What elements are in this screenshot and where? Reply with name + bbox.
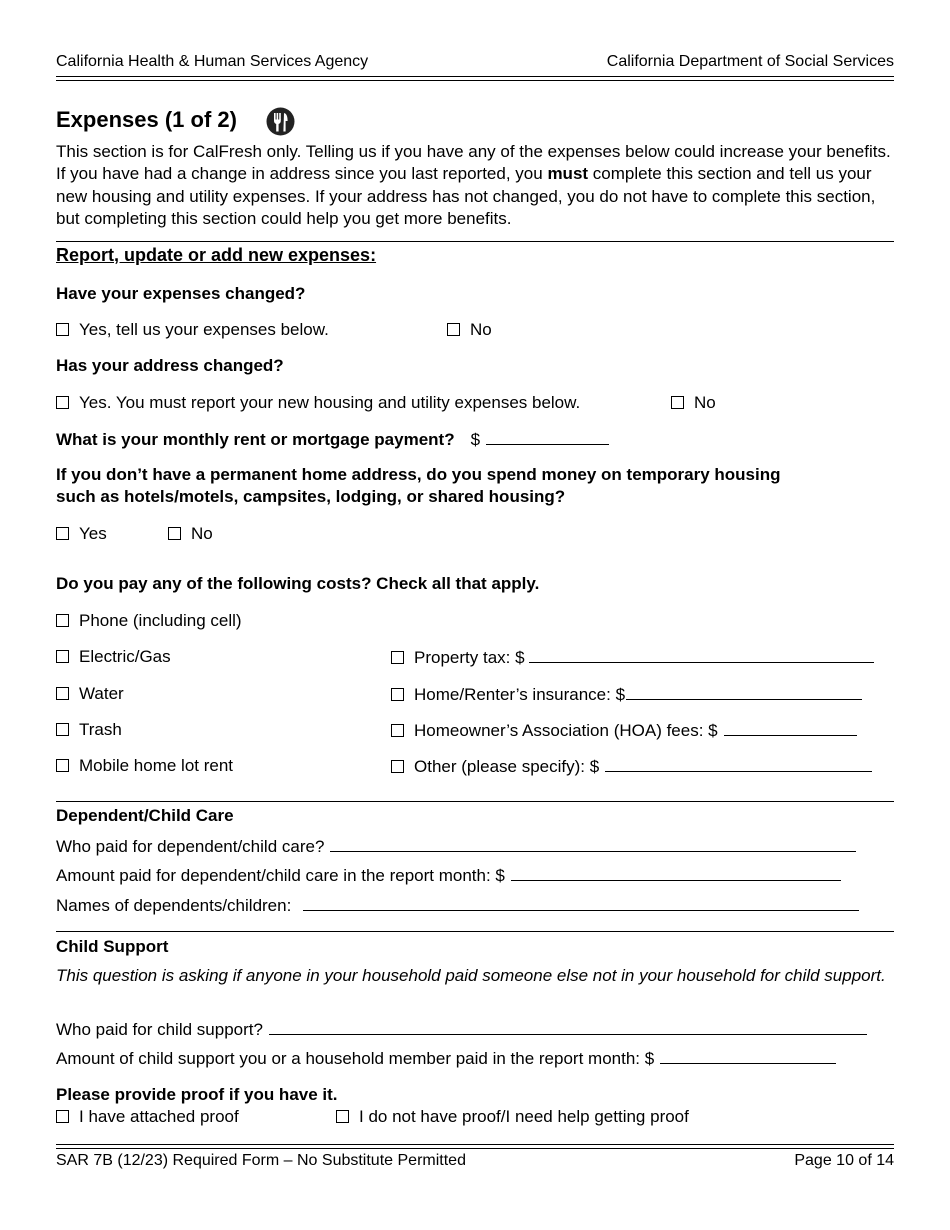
dependent-names-row: [56, 895, 859, 916]
other-field[interactable]: [605, 756, 872, 772]
no-proof-label: I do not have proof/I need help getting proof: [359, 1107, 689, 1126]
temp-housing-no[interactable]: [168, 524, 213, 544]
checkbox-expenses-no[interactable]: [447, 323, 460, 336]
dependent-who-paid-row: [56, 836, 856, 857]
dependent-names-label: Names of dependents/children:: [56, 896, 292, 915]
intro-emphasis: must: [547, 164, 589, 184]
page-title: Expenses (1 of 2): [56, 107, 237, 132]
section-rule: [56, 241, 894, 242]
header-department: California Department of Social Services: [606, 53, 894, 70]
child-support-who-row: [56, 1019, 867, 1040]
proof-attached-label: I have attached proof: [79, 1107, 239, 1126]
water-label: Water: [79, 684, 124, 703]
checkbox-temp-no[interactable]: [168, 527, 181, 540]
cost-insurance[interactable]: [391, 684, 862, 705]
temp-housing-question-1: If you don’t have a permanent home address, do you spend money on temporary housing: [56, 465, 781, 484]
footer-form-id: SAR 7B (12/23) Required Form – No Substitute Permitted: [56, 1152, 466, 1169]
dependent-amount-label: Amount paid for dependent/child care in the report month: $: [56, 866, 505, 885]
child-support-amount-label: Amount of child support you or a household member paid in the report month: $: [56, 1049, 655, 1068]
expenses-changed-yes[interactable]: [56, 320, 329, 340]
footer-page-number: Page 10 of 14: [794, 1152, 894, 1169]
dependent-care-heading: Dependent/Child Care: [56, 806, 234, 825]
cost-hoa[interactable]: [391, 720, 857, 741]
temp-yes-label: Yes: [79, 524, 107, 543]
rent-amount-field[interactable]: [486, 429, 609, 445]
checkbox-expenses-yes[interactable]: [56, 323, 69, 336]
cost-phone[interactable]: [56, 611, 242, 631]
child-support-amount-row: [56, 1048, 836, 1069]
child-support-who-label: Who paid for child support?: [56, 1020, 263, 1039]
hoa-label: Homeowner’s Association (HOA) fees: $: [414, 721, 718, 740]
rent-question: What is your monthly rent or mortgage payment?: [56, 430, 455, 449]
insurance-field[interactable]: [626, 684, 862, 700]
cost-water[interactable]: [56, 684, 124, 704]
intro-text-1: This section is for CalFresh only. Telling us if you have any of the expenses below could increase your benefits. If you have had a change in address since you last reported, you: [56, 142, 891, 184]
temp-no-label: No: [191, 524, 213, 543]
expenses-yes-label: Yes, tell us your expenses below.: [79, 320, 329, 339]
dependent-rule: [56, 801, 894, 802]
checkbox-property-tax[interactable]: [391, 651, 404, 664]
footer-rule: [56, 1144, 894, 1145]
child-support-heading: Child Support: [56, 937, 169, 956]
header-rule-2: [56, 80, 894, 81]
address-changed-question: Has your address changed?: [56, 356, 284, 375]
child-support-who-field[interactable]: [269, 1019, 867, 1035]
expenses-changed-no[interactable]: [447, 320, 492, 340]
proof-heading: Please provide proof if you have it.: [56, 1085, 338, 1104]
checkbox-trash[interactable]: [56, 723, 69, 736]
cost-other[interactable]: [391, 756, 872, 777]
checkbox-electric[interactable]: [56, 650, 69, 663]
address-yes-label: Yes. You must report your new housing and utility expenses below.: [79, 393, 581, 412]
checkbox-temp-yes[interactable]: [56, 527, 69, 540]
insurance-label: Home/Renter’s insurance: $: [414, 685, 626, 704]
property-tax-field[interactable]: [529, 647, 874, 663]
dependent-who-paid-label: Who paid for dependent/child care?: [56, 837, 325, 856]
checkbox-hoa[interactable]: [391, 724, 404, 737]
cost-electric[interactable]: [56, 647, 171, 667]
hoa-field[interactable]: [724, 720, 857, 736]
dependent-who-paid-field[interactable]: [330, 836, 856, 852]
dependent-amount-row: [56, 865, 841, 886]
cost-trash[interactable]: [56, 720, 122, 740]
intro-paragraph: [56, 141, 896, 230]
header-agency: California Health & Human Services Agency: [56, 53, 369, 70]
expenses-changed-question: Have your expenses changed?: [56, 284, 306, 303]
utensils-icon: [266, 107, 295, 136]
cost-mobile-home[interactable]: [56, 756, 233, 776]
intro-text-2: complete this section and tell us your new housing and utility expenses. If your address has not changed, you do not have to complete this section, but completing this section could help you get more benefits.: [56, 164, 876, 228]
other-label: Other (please specify): $: [414, 757, 600, 776]
temp-housing-question-2: such as hotels/motels, campsites, lodging, or shared housing?: [56, 487, 566, 506]
checkbox-no-proof[interactable]: [336, 1110, 349, 1123]
child-support-rule: [56, 931, 894, 932]
checkbox-other[interactable]: [391, 760, 404, 773]
dependent-amount-field[interactable]: [511, 865, 841, 881]
header-rule: [56, 76, 894, 77]
phone-label: Phone (including cell): [79, 611, 242, 630]
report-heading: Report, update or add new expenses:: [56, 245, 377, 265]
checkbox-water[interactable]: [56, 687, 69, 700]
checkbox-mobile-home[interactable]: [56, 759, 69, 772]
dependent-names-field[interactable]: [303, 895, 859, 911]
electric-label: Electric/Gas: [79, 647, 171, 666]
address-no-label: No: [694, 393, 716, 412]
temp-housing-yes[interactable]: [56, 524, 107, 544]
checkbox-insurance[interactable]: [391, 688, 404, 701]
rent-row: [56, 429, 609, 450]
footer-rule-2: [56, 1148, 894, 1149]
address-changed-yes[interactable]: [56, 393, 580, 413]
mobile-home-label: Mobile home lot rent: [79, 756, 234, 775]
checkbox-address-no[interactable]: [671, 396, 684, 409]
expenses-no-label: No: [470, 320, 492, 339]
checkbox-proof-attached[interactable]: [56, 1110, 69, 1123]
child-support-note: This question is asking if anyone in your household paid someone else not in your household for child support.: [56, 966, 886, 985]
costs-question: Do you pay any of the following costs? Check all that apply.: [56, 574, 540, 593]
child-support-amount-field[interactable]: [660, 1048, 836, 1064]
property-tax-label: Property tax: $: [414, 648, 525, 667]
address-changed-no[interactable]: [671, 393, 716, 413]
rent-dollar: $: [470, 430, 481, 449]
proof-attached[interactable]: [56, 1107, 239, 1127]
checkbox-phone[interactable]: [56, 614, 69, 627]
proof-none[interactable]: [336, 1107, 689, 1127]
trash-label: Trash: [79, 720, 122, 739]
cost-property-tax[interactable]: [391, 647, 874, 668]
checkbox-address-yes[interactable]: [56, 396, 69, 409]
